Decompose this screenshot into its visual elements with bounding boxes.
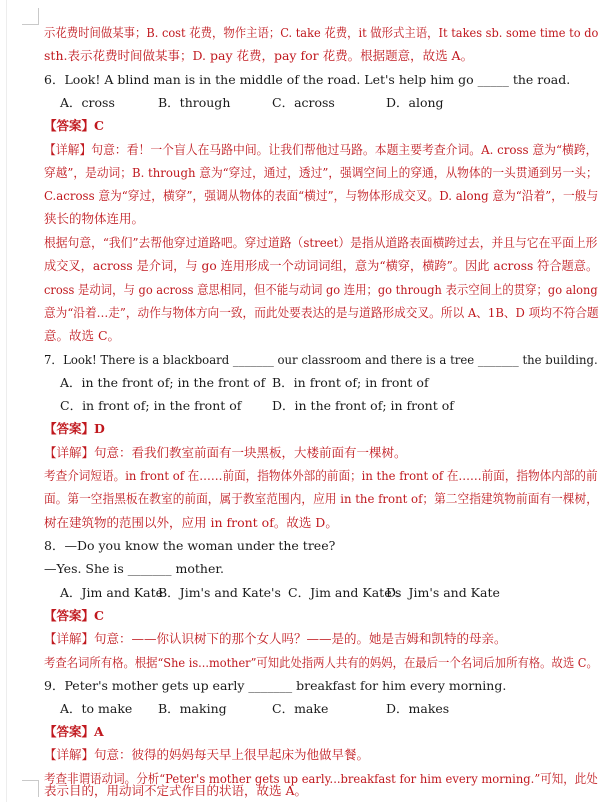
page-left-margin-line [6,0,7,802]
explanation-line: 狭长的物体连用。 [44,211,145,226]
explanation-line: C.across 意为“穿过，横穿”，强调从物体的表面“横过”，与物体形成交叉。D. along 意为“沿着”，一般与 [44,188,599,203]
q8-option-d: D．Jim's and Kate [386,585,500,600]
explanation-line: 示花费时间做某事；B. cost 花费，物作主语；C. take 花费，it 做形式主语，It takes sb. some time to do [44,25,599,40]
explanation-line: 考查介词短语。in front of 在……前面，指物体外部的前面；in the front of 在……前面，指物体内部的前 [44,468,598,483]
explanation-line: 穿越”，是动词；B. through 意为“穿过，通过，透过”，强调空间上的穿通，从物体的一头贯通到另一头； [44,165,598,180]
explanation-line: 【详解】句意：——你认识树下的那个女人吗？——是的。她是吉姆和凯特的母亲。 [44,631,507,646]
question-8-reply: —Yes. She is _______ mother. [44,561,224,576]
explanation-line: 树在建筑物的范围以外，应用 in front of。故选 D。 [44,515,338,530]
question-8: 8．—Do you know the woman under the tree? [44,538,336,553]
explanation-line: 意。故选 C。 [44,328,121,343]
crop-mark-bottom [22,780,39,797]
explanation-line: 成交叉，across 是介词，与 go 连用形成一个动词词组，意为“横穿，横跨”。因此 across 符合题意。 [44,258,599,273]
q7-option-d: D．in the front of; in front of [272,398,454,413]
q9-option-c: C．make [272,701,329,716]
explanation-line: sth.表示花费时间做某事；D. pay 花费，pay for 花费。根据题意，故选 A。 [44,48,474,63]
explanation-line: 面。第一空指黑板在教室的前面，属于教室范围内，应用 in the front of；第二空指建筑物前面有一棵树， [44,491,598,506]
explanation-line: 【详解】句意：看！一个盲人在马路中间。让我们帮他过马路。本题主要考查介词。A. cross 意为“横跨， [44,142,598,157]
answer-label: 【答案】D [44,421,105,436]
q9-option-b: B．making [158,701,227,716]
answer-label: 【答案】C [44,608,104,623]
question-6: 6．Look! A blind man is in the middle of the road. Let's help him go _____ the road. [44,72,571,87]
q6-option-d: D．along [386,95,444,110]
answer-label: 【答案】A [44,724,104,739]
q6-option-b: B．through [158,95,231,110]
explanation-line: 考查非谓语动词。分析“Peter's mother gets up early...breakfast for him every morning.”可知，此处 [44,771,598,786]
q7-option-c: C．in front of; in the front of [60,398,242,413]
explanation-line: 考查名词所有格。根据“She is...mother”可知此处指两人共有的妈妈，在最后一个名词后加所有格。故选 C。 [44,655,598,670]
crop-mark-top [22,8,39,25]
q8-option-c: C．Jim and Kate's [288,585,402,600]
question-7: 7．Look! There is a blackboard _______ our classroom and there is a tree _______ the building. [44,352,598,367]
explanation-line: 【详解】句意：彼得的妈妈每天早上很早起床为他做早餐。 [44,747,370,762]
q7-option-b: B．in front of; in front of [272,375,429,390]
answer-label: 【答案】C [44,118,104,133]
explanation-line: 表示目的，用动词不定式作目的状语，故选 A。 [44,783,308,798]
explanation-line: 意为“沿着…走”，动作与物体方向一致，而此处要表达的是与道路形成交叉。所以 A、1B、D 项均不符合题 [44,305,599,320]
q7-option-a: A．in the front of; in the front of [60,375,266,390]
q8-option-a: A．Jim and Kate [60,585,164,600]
q6-option-a: A．cross [60,95,115,110]
explanation-line: 【详解】句意：看我们教室前面有一块黑板，大楼前面有一棵树。 [44,445,407,460]
explanation-line: 根据句意，“我们”去帮他穿过道路吧。穿过道路（street）是指从道路表面横跨过去，并且与它在平面上形 [44,235,598,250]
q9-option-d: D．makes [386,701,450,716]
question-9: 9．Peter's mother gets up early _______ breakfast for him every morning. [44,678,507,693]
q9-option-a: A．to make [60,701,133,716]
q8-option-b: B．Jim's and Kate's [158,585,281,600]
q6-option-c: C．across [272,95,335,110]
explanation-line: cross 是动词，与 go across 意思相同，但不能与动词 go 连用；go through 表示空间上的贯穿；go along [44,282,598,297]
